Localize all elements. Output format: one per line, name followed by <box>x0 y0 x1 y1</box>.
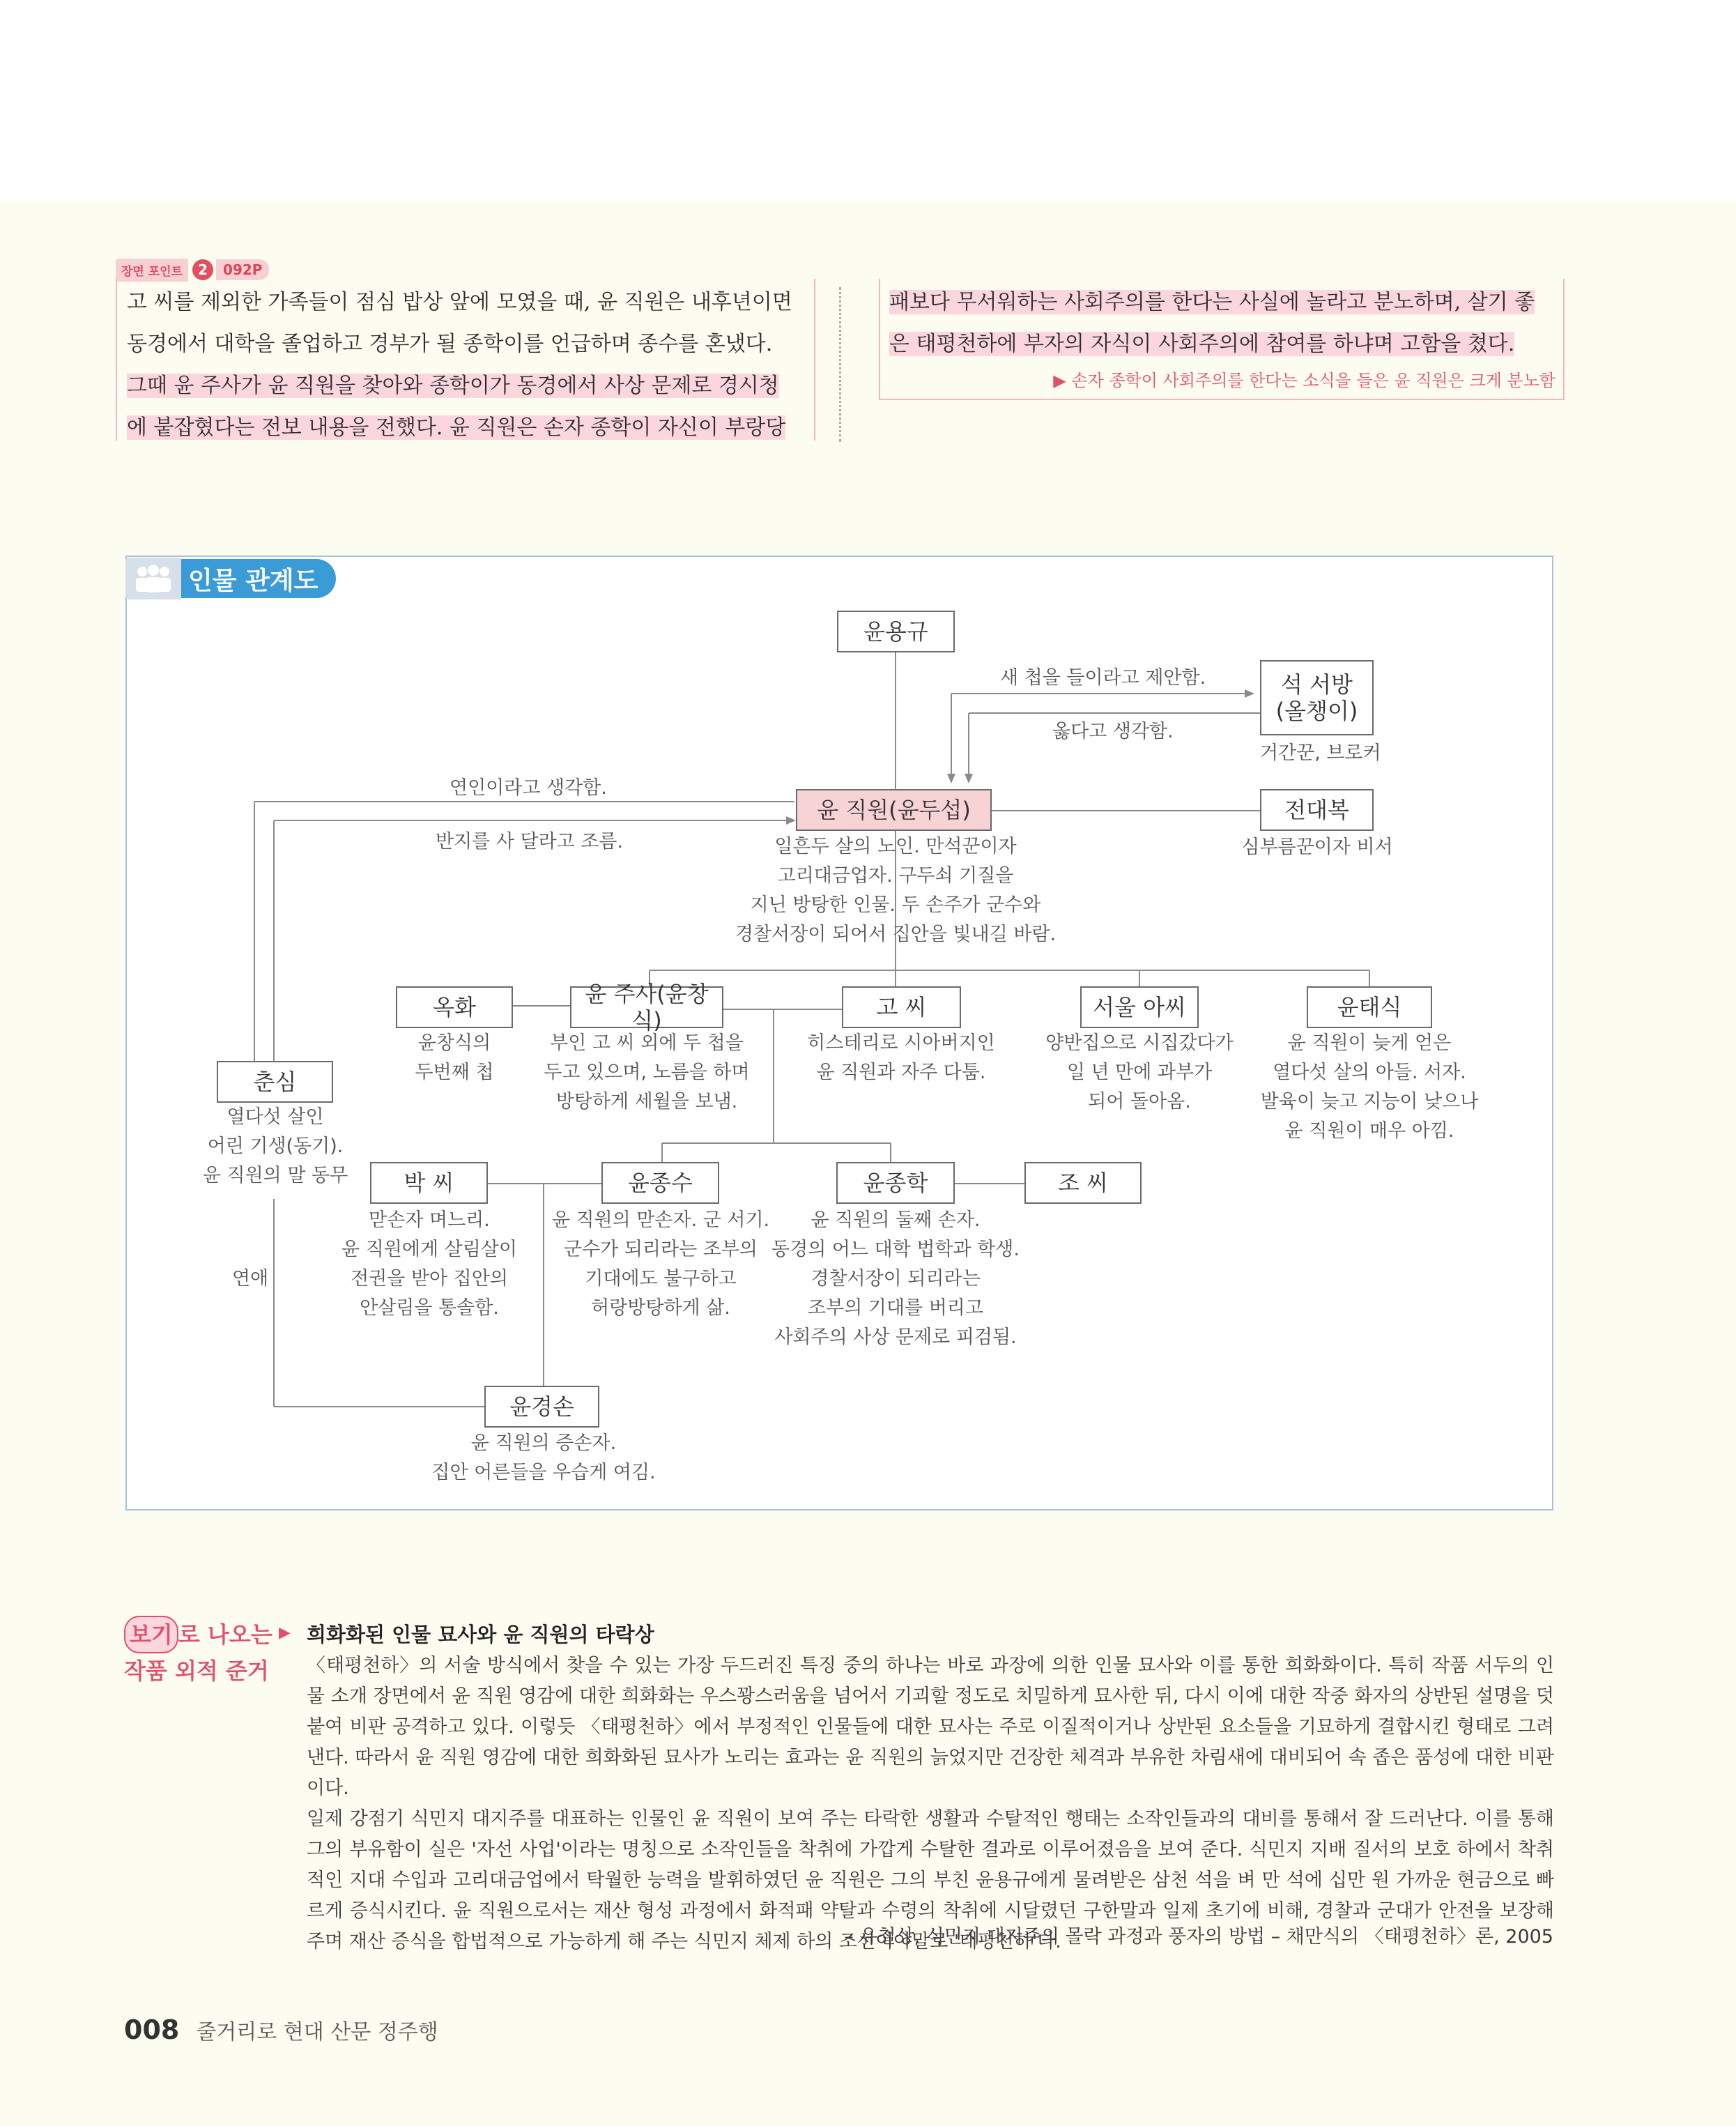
edge-label-suggest: 새 첩을 들이라고 제안함. <box>1000 667 1206 689</box>
node-seoulassi: 서울 아씨 <box>1080 986 1199 1028</box>
scene-point-number: 2 <box>192 259 213 280</box>
bogi-heading <box>124 1616 272 1688</box>
excerpt-summary-note: ▶ 손자 종학이 사회주의를 한다는 소식을 들은 윤 직원은 크게 분노함 <box>1053 371 1556 390</box>
commentary-title: 희화화된 인물 묘사와 윤 직원의 타락상 <box>307 1623 654 1646</box>
desc-seokseobang: 거간꾼, 브로커 <box>1260 742 1381 764</box>
excerpt-right-line-highlight: 은 태평천하에 부자의 자식이 사회주의에 참여를 하냐며 고함을 쳤다. <box>889 332 1515 356</box>
desc-jeondaebok: 심부름꾼이자 비서 <box>1241 836 1393 858</box>
node-yunjusa: 윤 주사(윤창식) <box>570 986 723 1028</box>
commentary-paragraph: 일제 강점기 식민지 대지주를 대표하는 인물인 윤 직원이 보여 주는 타락한 생활과 수탈적인 행태는 소작인들과의 대비를 통해서 잘 드러난다. 이를 통해 그의 부유함이 실은 '자선 사업'이라는 명칭으로 소작인들을 착취에 가깝게 수탈한 결과로 이루어졌음을 보여 준다. 식민지 지배 질서의 보호 하에서 착취적인 지대 수입과 고리대금업에서 탁월한 능력을 발휘하였던 윤 직원은 그의 부친 윤용규에게 물려받은 삼천 석을 벼 만 석에 십만 원 가까운 현금으로 빠르게 증식시킨다. 윤 직원으로서는 재산 형성 과정에서 화적패 약탈과 수령의 착취에 시달렸던 구한말과 일제 초기에 비해, 경찰과 군대가 안전을 보장해 주며 재산 증식을 합법적으로 가능하게 해 주는 식민지 체제 하의 조선이야말로 '태평천하'다. <box>307 1808 1554 1952</box>
scene-point-page-ref: 092P <box>216 259 269 280</box>
desc-yunjonghak: 윤 직원의 둘째 손자. 동경의 어느 대학 법학과 학생. 경찰서장이 되리라는 조부의 기대를 버리고 사회주의 사상 문제로 피검됨. <box>771 1209 1020 1348</box>
excerpt-left-line: 고 씨를 제외한 가족들이 점심 밥상 앞에 모였을 때, 윤 직원은 내후년이면 <box>127 290 792 314</box>
desc-okhwa: 윤창식의 두번째 첩 <box>415 1032 494 1083</box>
excerpt-left-line-highlight: 그때 윤 주사가 윤 직원을 찾아와 종학이가 동경에서 사상 문제로 경시청 <box>127 374 779 398</box>
bogi-line2: 작품 외적 준거 <box>124 1658 269 1684</box>
node-bakssi: 박 씨 <box>370 1162 488 1204</box>
edge-label-romance: 연애 <box>232 1268 269 1290</box>
node-okhwa: 옥화 <box>396 986 513 1028</box>
arrow-right-icon: ▶ <box>279 1624 291 1642</box>
desc-chunsim: 열다섯 살인 어린 기생(동기). 윤 직원의 말 동무 <box>202 1106 348 1186</box>
scene-point-label: 장면 포인트 <box>116 259 188 282</box>
commentary-source: – 유철상, 식민지 대지주의 몰락 과정과 풍자의 방법 – 채만식의 〈태평천하〉론, 2005 <box>844 1926 1553 1948</box>
desc-yunjikwon: 일흔두 살의 노인. 만석꾼이자 고리대금업자. 구두쇠 기질을 지닌 방탕한 인물. 두 손주가 군수와 경찰서장이 되어서 집안을 빛내길 바람. <box>735 836 1057 945</box>
excerpt-left-line: 동경에서 대학을 졸업하고 경부가 될 종학이를 언급하며 종수를 혼냈다. <box>127 332 773 356</box>
node-jeondaebok: 전대복 <box>1260 789 1374 831</box>
edge-label-ring: 반지를 사 달라고 조름. <box>436 831 624 852</box>
desc-yungyeongson: 윤 직원의 증손자. 집안 어른들을 우습게 여김. <box>431 1432 656 1483</box>
desc-yunjusa: 부인 고 씨 외에 두 첩을 두고 있으며, 노름을 하며 방탕하게 세월을 보냄. <box>544 1032 750 1112</box>
node-chunsim: 춘심 <box>217 1061 333 1103</box>
node-yuntaesik: 윤태식 <box>1307 986 1432 1028</box>
node-yungyeongson: 윤경손 <box>484 1386 599 1428</box>
node-yunjonghak: 윤종학 <box>836 1162 955 1204</box>
diagram-title-label: 인물 관계도 <box>181 559 336 598</box>
commentary-body <box>307 1651 1554 1957</box>
node-yunjongsu: 윤종수 <box>601 1162 719 1204</box>
node-jossi: 조 씨 <box>1024 1162 1142 1204</box>
page-footer <box>124 2014 438 2045</box>
node-gossi: 고 씨 <box>842 986 961 1028</box>
commentary-paragraph: 〈태평천하〉의 서술 방식에서 찾을 수 있는 가장 두드러진 특징 중의 하나는 바로 과장에 의한 인물 묘사와 이를 통한 희화화이다. 특히 작품 서두의 인물 소개 장면에서 윤 직원 영감에 대한 희화화는 우스꽝스러움을 넘어서 기괴할 정도로 치밀하게 묘사한 뒤, 다시 이에 대한 작중 화자의 상반된 설명을 덧붙여 비판 공격하고 있다. 이렇듯 〈태평천하〉에서 부정적인 인물들에 대한 묘사는 주로 이질적이거나 상반된 요소들을 기묘하게 결합시킨 형태로 그려낸다. 따라서 윤 직원 영감에 대한 희화화된 묘사가 노리는 효과는 윤 직원의 늙었지만 건장한 체격과 부유한 차림새에 대비되어 속 좁은 품성에 대한 비판이다. <box>307 1655 1554 1799</box>
edge-label-lover: 연인이라고 생각함. <box>450 777 607 799</box>
desc-yuntaesik: 윤 직원이 늦게 얻은 열다섯 살의 아들. 서자. 발육이 늦고 지능이 낮으나 윤 직원이 매우 아낌. <box>1260 1032 1479 1142</box>
edge-label-agree: 옳다고 생각함. <box>1052 721 1174 742</box>
bogi-rest: 로 나오는 <box>178 1621 272 1648</box>
node-yunyonggyu: 윤용규 <box>837 611 955 652</box>
desc-yunjongsu: 윤 직원의 맏손자. 군 서기. 군수가 되리라는 조부의 기대에도 불구하고 허랑방탕하게 삶. <box>551 1209 770 1319</box>
page-number: 008 <box>124 2014 180 2045</box>
excerpt-left-line-highlight: 에 붙잡혔다는 전보 내용을 전했다. 윤 직원은 손자 종학이 자신이 부랑당 <box>127 415 786 440</box>
desc-bakssi: 맏손자 며느리. 윤 직원에게 살림살이 전권을 받아 집안의 안살림을 통솔함. <box>341 1209 517 1319</box>
desc-seoulassi: 양반집으로 시집갔다가 일 년 만에 과부가 되어 돌아옴. <box>1045 1032 1234 1112</box>
book-title: 줄거리로 현대 산문 정주행 <box>196 2020 438 2044</box>
node-yunjikwon: 윤 직원(윤두섭) <box>796 789 992 831</box>
excerpt-right-line-highlight: 패보다 무서워하는 사회주의를 한다는 사실에 놀라고 분노하며, 살기 좋 <box>889 290 1535 314</box>
node-seokseobang: 석 서방 (올챙이) <box>1260 660 1374 735</box>
desc-gossi: 히스테리로 시아버지인 윤 직원과 자주 다툼. <box>807 1032 995 1083</box>
bogi-circle: 보기 <box>124 1616 178 1653</box>
